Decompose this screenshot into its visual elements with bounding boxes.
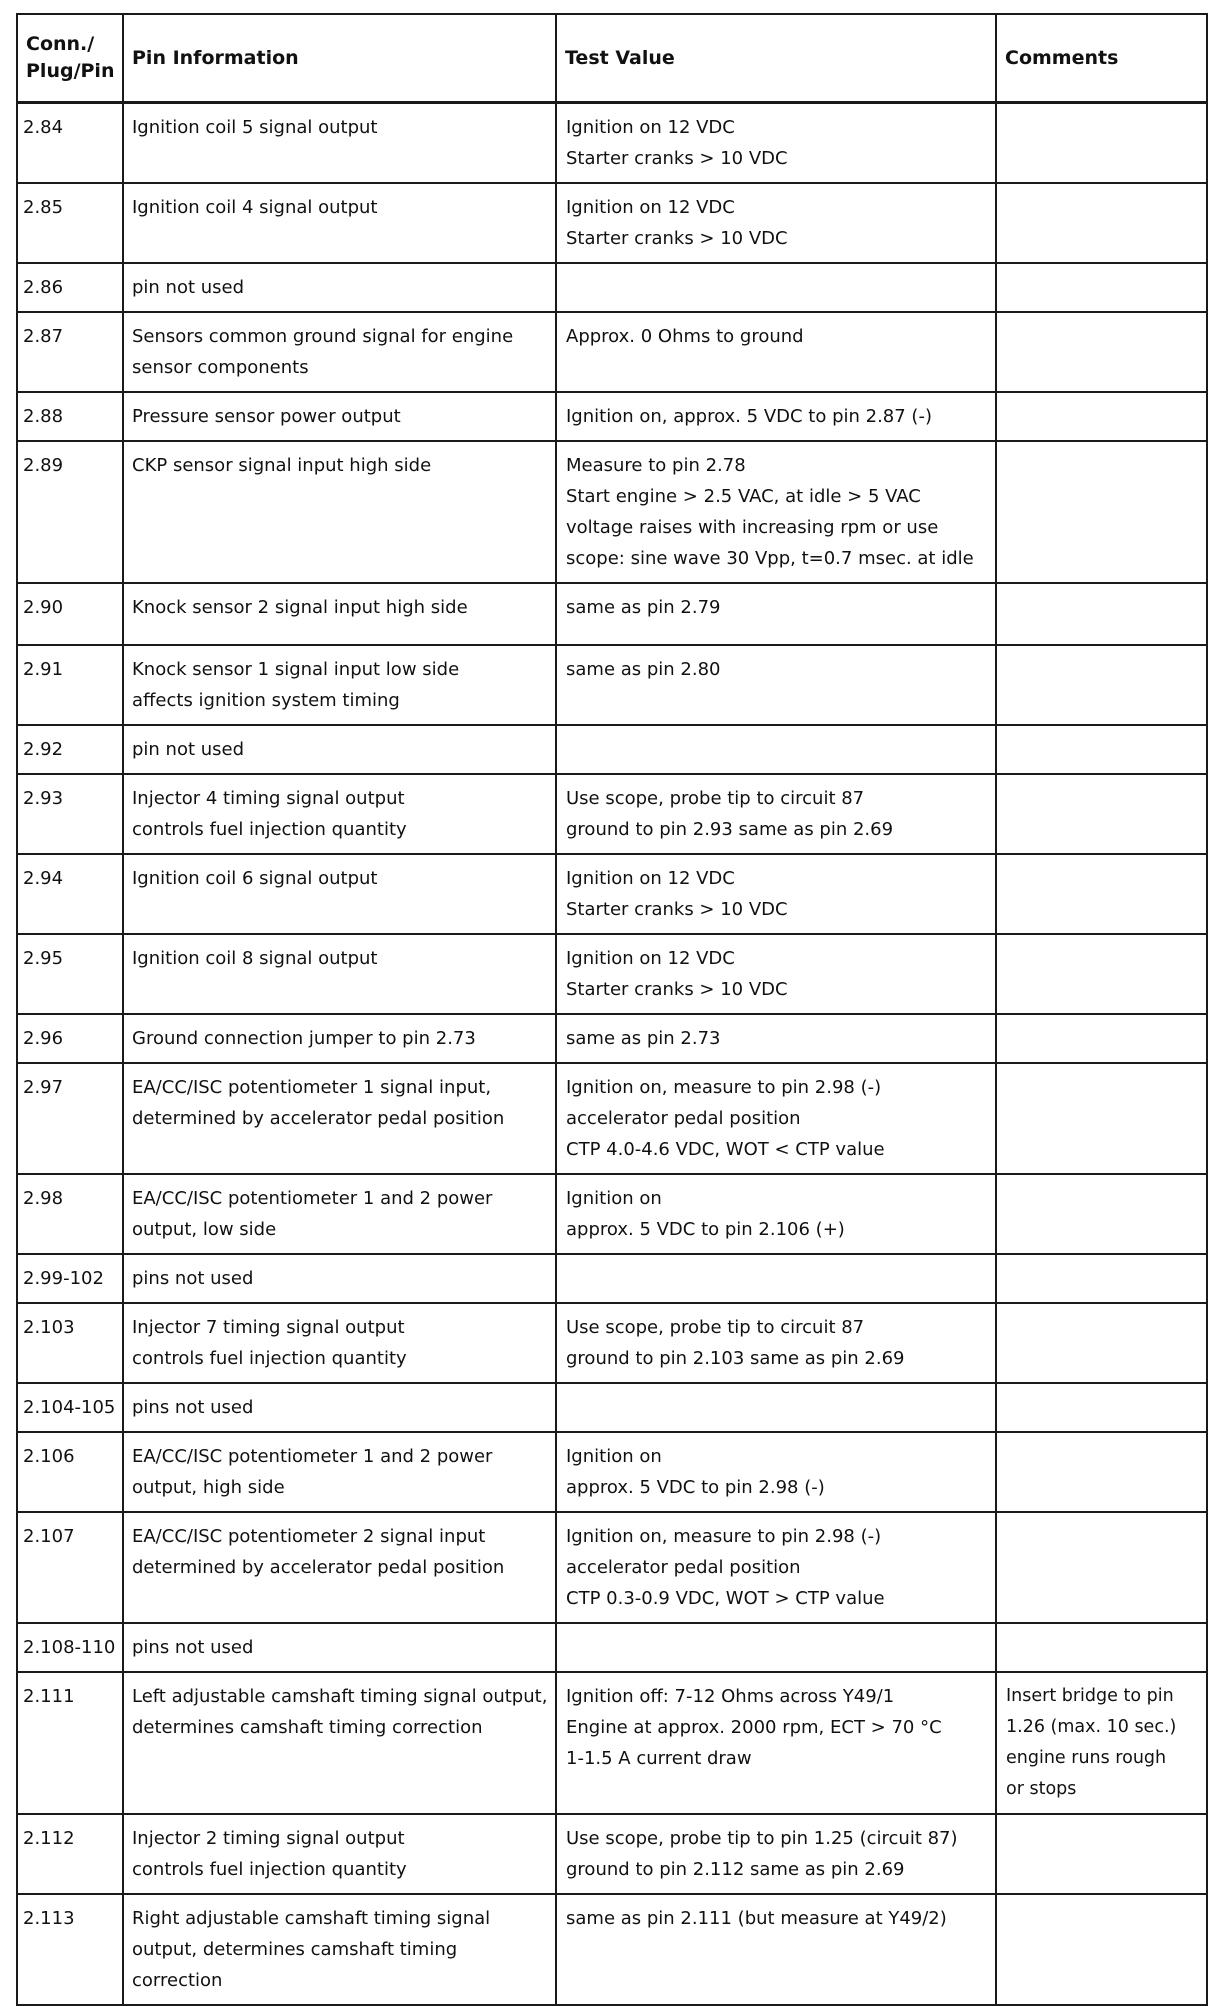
pin-number: 2.107 [17, 1512, 123, 1623]
test-value: Measure to pin 2.78 Start engine > 2.5 VAC, at idle > 5 VAC voltage raises with increasing rpm or use scope: sine wave 30 Vpp, t=0.7 msec. at idle [556, 441, 996, 583]
pin-number: 2.112 [17, 1814, 123, 1894]
test-value [556, 1254, 996, 1303]
table-row [17, 1672, 1207, 1814]
table-row [17, 1303, 1207, 1383]
pin-number: 2.97 [17, 1063, 123, 1174]
pin-number: 2.113 [17, 1894, 123, 2005]
pin-number: 2.88 [17, 392, 123, 441]
pin-number: 2.96 [17, 1014, 123, 1063]
comment [996, 392, 1207, 441]
test-value: Ignition on, measure to pin 2.98 (-) accelerator pedal position CTP 0.3-0.9 VDC, WOT > CTP value [556, 1512, 996, 1623]
comment [996, 854, 1207, 934]
pin-number: 2.104-105 [17, 1383, 123, 1432]
pin-information: Ignition coil 8 signal output [123, 934, 556, 1014]
test-value: Ignition on, measure to pin 2.98 (-) accelerator pedal position CTP 4.0-4.6 VDC, WOT < CTP value [556, 1063, 996, 1174]
table-row [17, 854, 1207, 934]
pin-information: Injector 4 timing signal output controls fuel injection quantity [123, 774, 556, 854]
pin-information: Ignition coil 4 signal output [123, 183, 556, 263]
comment [996, 183, 1207, 263]
table-row [17, 1254, 1207, 1303]
table-row [17, 1432, 1207, 1512]
pin-information: Injector 2 timing signal output controls fuel injection quantity [123, 1814, 556, 1894]
comment [996, 1512, 1207, 1623]
test-value [556, 1623, 996, 1672]
pin-number: 2.84 [17, 103, 123, 184]
test-value: Ignition on approx. 5 VDC to pin 2.106 (+) [556, 1174, 996, 1254]
comment [996, 934, 1207, 1014]
pin-number: 2.95 [17, 934, 123, 1014]
comment [996, 312, 1207, 392]
pin-number: 2.89 [17, 441, 123, 583]
pin-number: 2.92 [17, 725, 123, 774]
test-value: Ignition on 12 VDC Starter cranks > 10 VDC [556, 103, 996, 184]
pin-number: 2.99-102 [17, 1254, 123, 1303]
header-conn-plug-pin: Conn./ Plug/Pin [17, 14, 123, 103]
comment [996, 725, 1207, 774]
test-value: Use scope, probe tip to circuit 87 ground to pin 2.103 same as pin 2.69 [556, 1303, 996, 1383]
pin-number: 2.91 [17, 645, 123, 725]
comment [996, 1254, 1207, 1303]
comment [996, 1432, 1207, 1512]
pin-information: pins not used [123, 1383, 556, 1432]
table-row [17, 183, 1207, 263]
table-row [17, 645, 1207, 725]
pin-information: EA/CC/ISC potentiometer 1 signal input, determined by accelerator pedal position [123, 1063, 556, 1174]
pin-information: Pressure sensor power output [123, 392, 556, 441]
pin-number: 2.108-110 [17, 1623, 123, 1672]
table-row [17, 441, 1207, 583]
comment [996, 1174, 1207, 1254]
comment [996, 1623, 1207, 1672]
test-value: Ignition on 12 VDC Starter cranks > 10 VDC [556, 854, 996, 934]
table-row [17, 263, 1207, 312]
table-row [17, 1814, 1207, 1894]
comment [996, 103, 1207, 184]
test-value: Approx. 0 Ohms to ground [556, 312, 996, 392]
table-row [17, 1174, 1207, 1254]
comment [996, 263, 1207, 312]
pin-test-table [16, 13, 1208, 2006]
pin-information: Right adjustable camshaft timing signal output, determines camshaft timing correction [123, 1894, 556, 2005]
comment [996, 1063, 1207, 1174]
pin-number: 2.93 [17, 774, 123, 854]
comment [996, 1383, 1207, 1432]
pin-information: Knock sensor 1 signal input low side affects ignition system timing [123, 645, 556, 725]
pin-number: 2.111 [17, 1672, 123, 1814]
pin-information: pin not used [123, 725, 556, 774]
test-value: Ignition on, approx. 5 VDC to pin 2.87 (-) [556, 392, 996, 441]
test-value: Ignition on 12 VDC Starter cranks > 10 VDC [556, 934, 996, 1014]
pin-information: EA/CC/ISC potentiometer 2 signal input determined by accelerator pedal position [123, 1512, 556, 1623]
pin-information: CKP sensor signal input high side [123, 441, 556, 583]
pin-information: Sensors common ground signal for engine sensor components [123, 312, 556, 392]
table-row [17, 725, 1207, 774]
comment: Insert bridge to pin 1.26 (max. 10 sec.) engine runs rough or stops [996, 1672, 1207, 1814]
test-value [556, 263, 996, 312]
comment [996, 1303, 1207, 1383]
pin-number: 2.98 [17, 1174, 123, 1254]
comment [996, 441, 1207, 583]
pin-information: pins not used [123, 1254, 556, 1303]
comment [996, 1014, 1207, 1063]
test-value: Ignition off: 7-12 Ohms across Y49/1 Engine at approx. 2000 rpm, ECT > 70 °C 1-1.5 A current draw [556, 1672, 996, 1814]
test-value: Ignition on 12 VDC Starter cranks > 10 VDC [556, 183, 996, 263]
header-comments: Comments [996, 14, 1207, 103]
test-value: Ignition on approx. 5 VDC to pin 2.98 (-) [556, 1432, 996, 1512]
pin-information: Knock sensor 2 signal input high side [123, 583, 556, 645]
pin-information: Ignition coil 6 signal output [123, 854, 556, 934]
test-value: Use scope, probe tip to circuit 87 ground to pin 2.93 same as pin 2.69 [556, 774, 996, 854]
test-value: same as pin 2.73 [556, 1014, 996, 1063]
table-row [17, 774, 1207, 854]
pin-number: 2.87 [17, 312, 123, 392]
pin-information: EA/CC/ISC potentiometer 1 and 2 power output, high side [123, 1432, 556, 1512]
comment [996, 645, 1207, 725]
pin-number: 2.103 [17, 1303, 123, 1383]
table-row [17, 1512, 1207, 1623]
pin-number: 2.106 [17, 1432, 123, 1512]
table-row [17, 1014, 1207, 1063]
table-body [17, 103, 1207, 2006]
pin-number: 2.90 [17, 583, 123, 645]
header-pin-information: Pin Information [123, 14, 556, 103]
test-value [556, 725, 996, 774]
comment [996, 583, 1207, 645]
table-row [17, 583, 1207, 645]
comment [996, 774, 1207, 854]
table-row [17, 1383, 1207, 1432]
table-row [17, 103, 1207, 184]
test-value: same as pin 2.111 (but measure at Y49/2) [556, 1894, 996, 2005]
table-row [17, 1063, 1207, 1174]
pin-information: pin not used [123, 263, 556, 312]
pin-information: Ground connection jumper to pin 2.73 [123, 1014, 556, 1063]
test-value: Use scope, probe tip to pin 1.25 (circuit 87) ground to pin 2.112 same as pin 2.69 [556, 1814, 996, 1894]
test-value: same as pin 2.80 [556, 645, 996, 725]
comment [996, 1814, 1207, 1894]
test-value: same as pin 2.79 [556, 583, 996, 645]
pin-information: Left adjustable camshaft timing signal output, determines camshaft timing correction [123, 1672, 556, 1814]
table-row [17, 312, 1207, 392]
table-row [17, 392, 1207, 441]
table-row [17, 934, 1207, 1014]
pin-information: pins not used [123, 1623, 556, 1672]
pin-number: 2.85 [17, 183, 123, 263]
pin-information: Injector 7 timing signal output controls fuel injection quantity [123, 1303, 556, 1383]
table-header-row [17, 14, 1207, 103]
table-row [17, 1623, 1207, 1672]
pin-number: 2.94 [17, 854, 123, 934]
pin-number: 2.86 [17, 263, 123, 312]
header-test-value: Test Value [556, 14, 996, 103]
pin-information: Ignition coil 5 signal output [123, 103, 556, 184]
pin-information: EA/CC/ISC potentiometer 1 and 2 power output, low side [123, 1174, 556, 1254]
test-value [556, 1383, 996, 1432]
